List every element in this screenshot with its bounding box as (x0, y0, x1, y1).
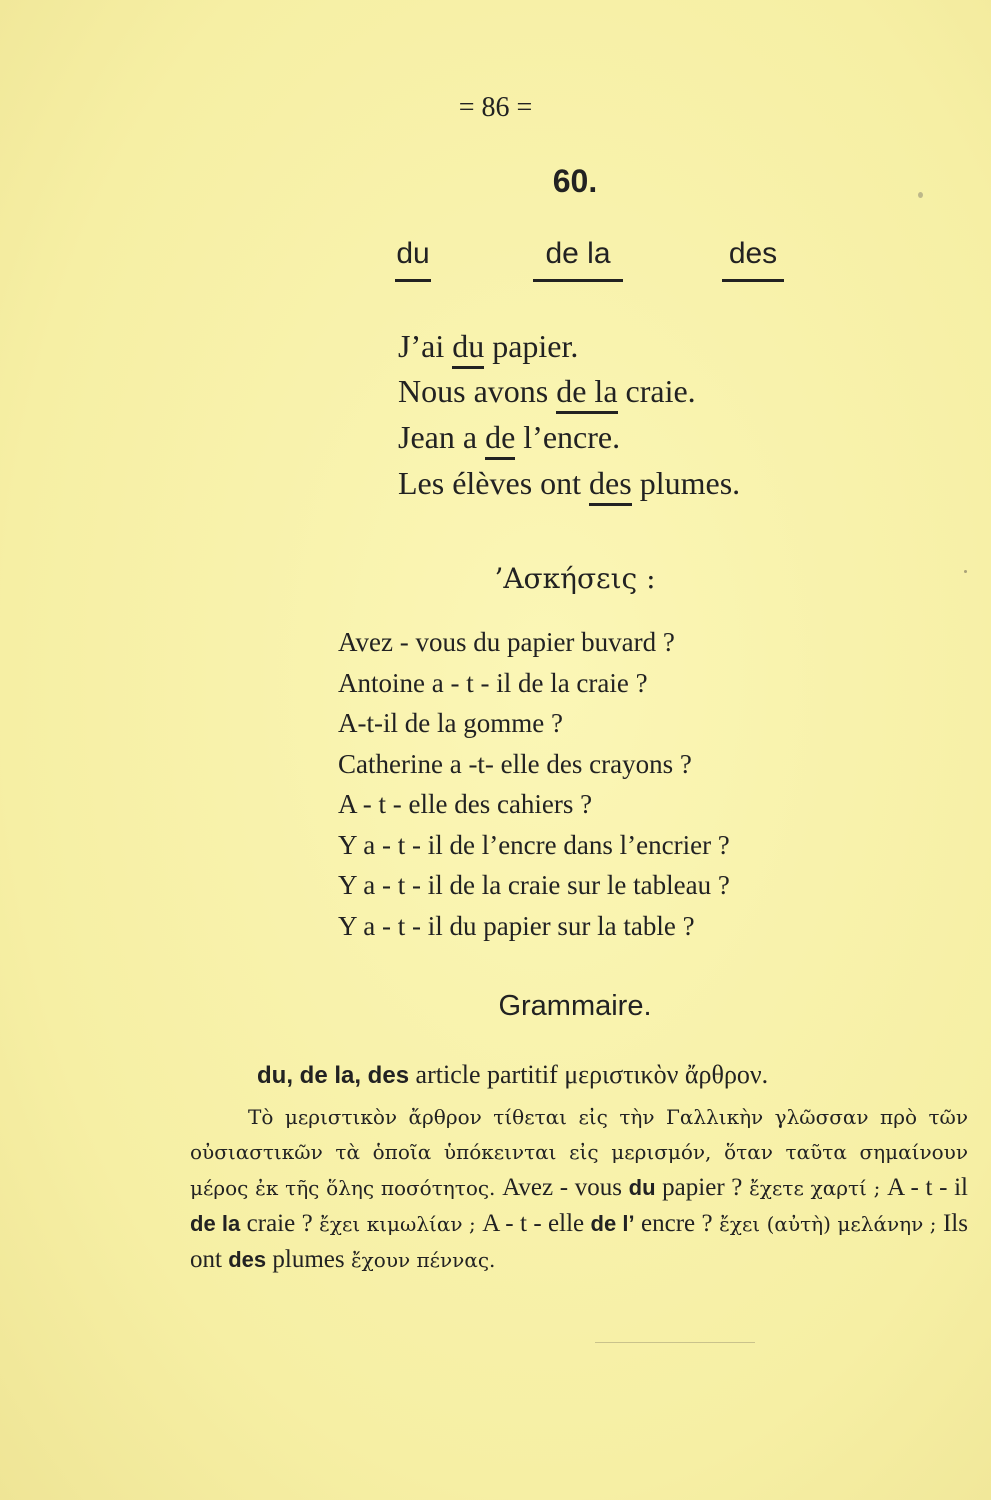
exercise-item: Y a - t - il du papier sur la table ? (338, 910, 695, 941)
paper-mark-line (595, 1342, 755, 1343)
grammar-example-article: du (628, 1175, 656, 1200)
grammar-paragraph (190, 1100, 968, 1278)
example-article: du (452, 330, 484, 369)
grammar-translation: ἔχει (αὐτὴ) μελάνην ; (712, 1212, 943, 1236)
example-article: des (589, 467, 632, 506)
example-text: Nous avons (398, 373, 557, 409)
grammar-example: Ils ont (190, 1210, 968, 1273)
exercise-item: Y a - t - il de la craie sur le tableau ? (338, 870, 730, 900)
grammar-example: papier ? (655, 1174, 743, 1201)
example-sentence (398, 328, 578, 369)
article-du-underline (395, 279, 431, 282)
article-des-label: des (728, 237, 778, 270)
exercises-title: ’Ασκήσεις : (494, 562, 656, 595)
grammar-translation: ἔχετε χαρτί ; (742, 1176, 888, 1200)
example-text: J’ai (398, 328, 453, 364)
grammar-explanation: Τὸ μεριστικὸν ἄρθρον τίθεται εἰς τὴν Γαλλικὴν γλῶσσαν πρὸ τῶν οὐσιαστικῶν τὰ ὁποῖα ὑπόκεινται εἰς μερισμόν, ὅταν ταῦτα σημαίνουν μέρος ἐκ τῆς ὅλης ποσότητος. (190, 1105, 968, 1200)
grammar-example: A - t - elle (482, 1210, 591, 1237)
article-des-underline (722, 279, 784, 282)
grammar-example: encre ? (634, 1210, 713, 1237)
article-de-la (528, 237, 628, 282)
example-text: plumes. (631, 465, 741, 501)
grammar-definition (257, 1060, 768, 1090)
example-sentence (398, 419, 620, 460)
article-de-la-underline (533, 279, 623, 282)
example-article: de (485, 421, 515, 460)
article-des (715, 237, 791, 282)
page-number: = 86 = (458, 92, 533, 123)
grammar-definition-text: article partitif μεριστικὸν ἄρθρον. (409, 1060, 769, 1089)
example-text: craie. (617, 373, 696, 409)
article-du-label: du (396, 237, 430, 270)
grammar-example-article: de la (190, 1211, 241, 1236)
paper-speck (964, 570, 967, 573)
exercise-item: Avez - vous du papier buvard ? (338, 627, 675, 657)
example-text: Les élèves ont (398, 465, 590, 501)
exercise-list (338, 622, 730, 946)
article-de-la-label: de la (545, 237, 611, 270)
grammar-example: plumes (266, 1246, 345, 1273)
exercise-item: Y a - t - il de l’encre dans l’encrier ? (338, 829, 730, 860)
example-sentence (398, 373, 696, 414)
grammar-translation: ἔχει κιμωλίαν ; (312, 1212, 483, 1236)
grammar-example-article: des (228, 1247, 267, 1272)
grammar-example: Avez - vous (502, 1174, 629, 1201)
example-text: papier. (484, 328, 579, 364)
exercise-item: A - t - elle des cahiers ? (338, 789, 593, 819)
example-text: Jean a (398, 419, 486, 455)
grammar-translation: ἔχουν πέννας. (344, 1248, 496, 1272)
grammar-example-article: de l’ (590, 1211, 635, 1236)
exercise-item: Antoine a - t - il de la craie ? (338, 667, 648, 698)
paper-speck (918, 192, 923, 198)
grammar-example: craie ? (240, 1210, 313, 1237)
grammar-title: Grammaire. (498, 990, 652, 1022)
exercise-item: Catherine a -t- elle des crayons ? (338, 748, 692, 779)
example-text: l’encre. (515, 419, 621, 455)
example-sentence (398, 465, 740, 506)
example-article: de la (556, 375, 617, 414)
grammar-articles-bold: du, de la, des (257, 1062, 410, 1089)
lesson-number: 60. (552, 163, 598, 199)
article-du (380, 237, 446, 282)
exercise-item: A-t-il de la gomme ? (338, 708, 563, 738)
grammar-example: A - t - il (887, 1174, 968, 1201)
